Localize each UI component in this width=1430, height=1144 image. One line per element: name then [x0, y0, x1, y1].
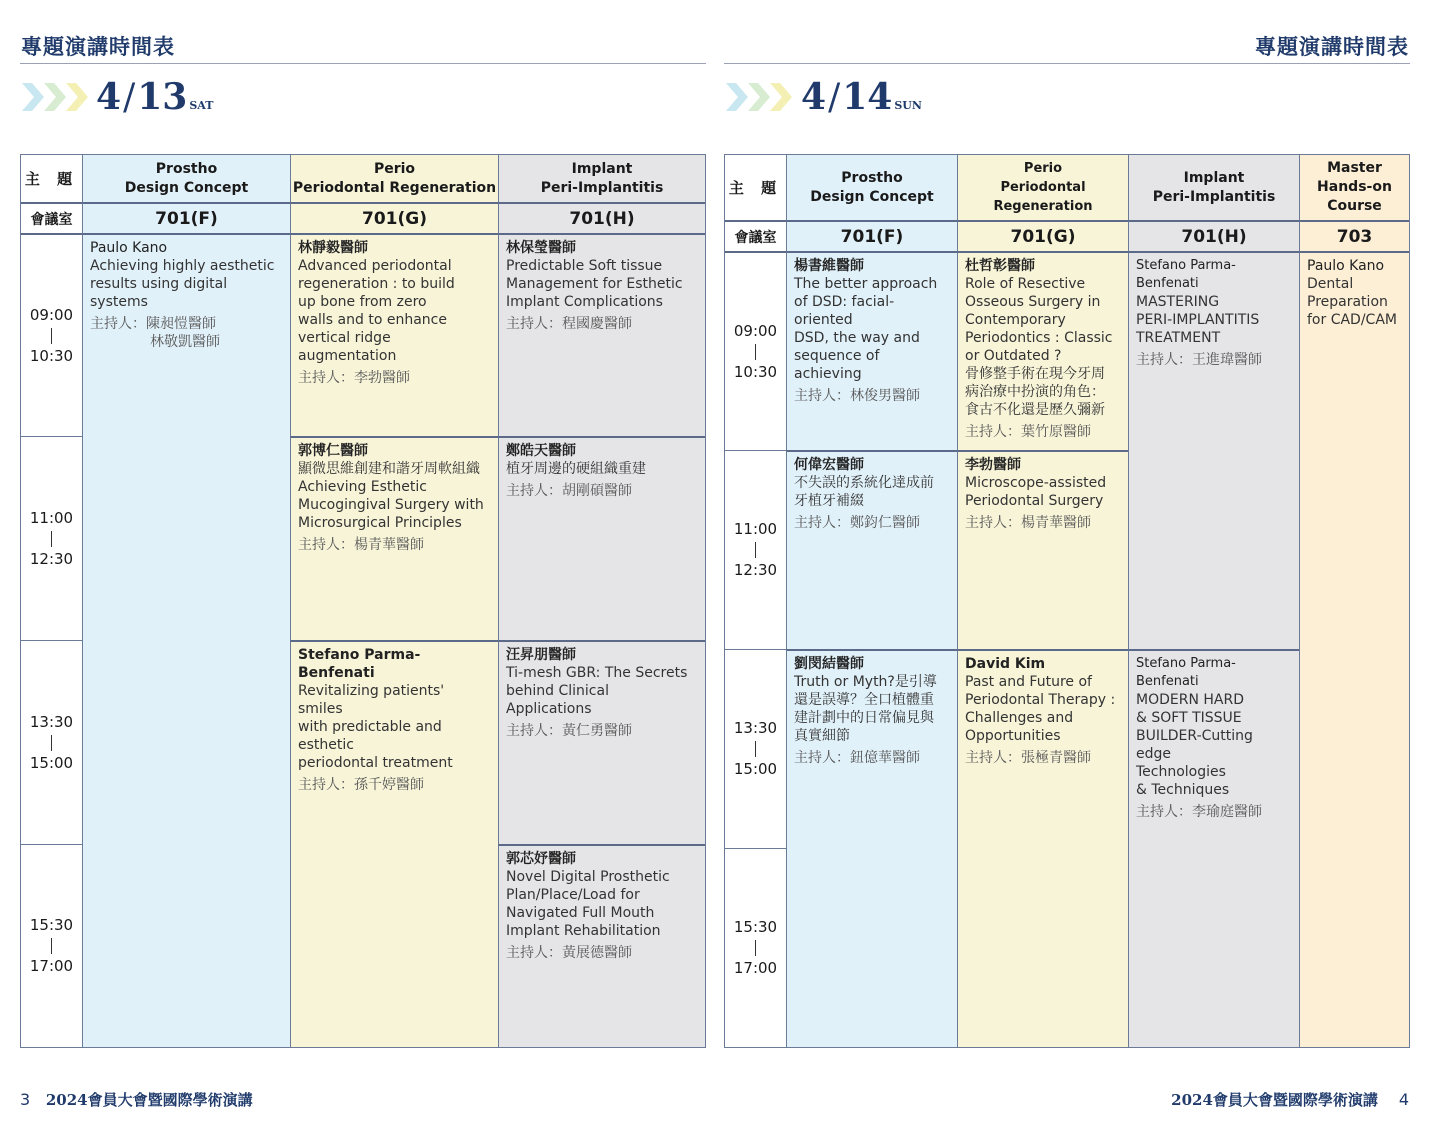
page-number: 4: [1398, 1090, 1409, 1109]
session-master-all: Paulo Kano Dental Preparation for CAD/CAM: [1299, 251, 1409, 1047]
footer-text: 2024會員大會暨國際學術演講: [45, 1091, 253, 1109]
date-right: 4/14 SUN: [801, 76, 922, 118]
session-h1: Stefano Parma-Benfenati MASTERING PERI-IMPLANTITIS TREATMENT 主持人：王進瑋醫師: [1128, 251, 1299, 649]
time-slot-3: 13:30 15:00: [725, 649, 786, 848]
title-rule-left: [20, 63, 706, 64]
room-701f: 701(F): [82, 202, 290, 233]
room-701h: 701(H): [1128, 220, 1299, 251]
session-h4: 郭芯妤醫師 Novel Digital Prosthetic Plan/Place/Load for Navigated Full Mouth Implant Rehabilitation 主持人：黃展德醫師: [498, 844, 705, 1047]
triple-chevron-right-icon: [22, 83, 92, 111]
session-h1: 林保瑩醫師 Predictable Soft tissue Management for Esthetic Implant Complications 主持人：程國慶醫師: [498, 233, 705, 436]
session-g3: Stefano Parma-Benfenati Revitalizing patients' smiles with predictable and esthetic periodontal treatment 主持人：孫千婷醫師: [290, 640, 498, 1047]
time-slot-1: 09:00 10:30: [21, 233, 82, 436]
page-title-right: 專題演講時間表: [1255, 35, 1409, 59]
room-701g: 701(G): [957, 220, 1128, 251]
schedule-table-left: [20, 154, 706, 1048]
session-f3: 劉閔結醫師 Truth or Myth?是引導 還是誤導？全口植體重 建計劃中的日常偏見與 真實細節 主持人：鈕億華醫師: [786, 649, 957, 1047]
session-h2: 鄭皓天醫師 植牙周邊的硬組織重建 主持人：胡剛碩醫師: [498, 436, 705, 640]
time-slot-4: 15:30 17:00: [725, 848, 786, 1047]
footer-text: 2024會員大會暨國際學術演講: [1171, 1091, 1378, 1109]
room-701g: 701(G): [290, 202, 498, 233]
time-slot-2: 11:00 12:30: [21, 436, 82, 640]
session-f-all: Paulo Kano Achieving highly aesthetic results using digital systems 主持人：陳昶愷醫師 林敬凱醫師: [82, 233, 290, 1047]
room-701h: 701(H): [498, 202, 705, 233]
track-header-implant: Implant Peri-Implantitis: [498, 155, 705, 202]
session-g1: 林靜毅醫師 Advanced periodontal regeneration : to build up bone from zero walls and to enhance vertical ridge augmentation 主持人：李勃醫師: [290, 233, 498, 436]
time-slot-2: 11:00 12:30: [725, 450, 786, 649]
room-header: 會議室: [21, 202, 82, 233]
session-g2: 郭博仁醫師 顯微思維創建和諧牙周軟組織 Achieving Esthetic Mucogingival Surgery with Microsurgical Principles 主持人：楊青華醫師: [290, 436, 498, 640]
track-header-implant: Implant Peri-Implantitis: [1128, 155, 1299, 220]
footer-right: [1171, 1089, 1409, 1110]
time-slot-1: 09:00 10:30: [725, 251, 786, 450]
topic-header: 主 題: [21, 155, 82, 202]
room-703: 703: [1299, 220, 1409, 251]
topic-header: 主 題: [725, 155, 786, 220]
session-h2: Stefano Parma-Benfenati MODERN HARD & SOFT TISSUE BUILDER-Cutting edge Technologies & Techniques 主持人：李瑜庭醫師: [1128, 649, 1299, 1047]
track-header-perio: Perio Periodontal Regeneration: [957, 155, 1128, 220]
schedule-table-right: [724, 154, 1410, 1048]
session-h3: 汪昇朋醫師 Ti-mesh GBR: The Secrets behind Clinical Applications 主持人：黃仁勇醫師: [498, 640, 705, 844]
page-title-left: 專題演講時間表: [21, 35, 175, 59]
triple-chevron-right-icon: [726, 83, 796, 111]
track-header-prostho: Prostho Design Concept: [82, 155, 290, 202]
track-header-master: Master Hands-on Course: [1299, 155, 1409, 220]
room-header: 會議室: [725, 220, 786, 251]
session-f2: 何偉宏醫師 不失誤的系統化達成前 牙植牙補綴 主持人：鄭鈞仁醫師: [786, 450, 957, 649]
session-f1: 楊書維醫師 The better approach of DSD: facial-oriented DSD, the way and sequence of achieving 主持人：林俊男醫師: [786, 251, 957, 450]
footer-left: [20, 1089, 253, 1110]
title-rule-right: [724, 63, 1410, 64]
track-header-perio: Perio Periodontal Regeneration: [290, 155, 498, 202]
session-g1: 杜哲彰醫師 Role of Resective Osseous Surgery in Contemporary Periodontics : Classic or Outdated ? 骨修整手術在現今牙周 病治療中扮演的角色： 食古不化還是歷久彌新 主持人：葉竹原醫師: [957, 251, 1128, 450]
page-number: 3: [20, 1090, 31, 1109]
date-left: 4/13 SAT: [96, 76, 214, 118]
room-701f: 701(F): [786, 220, 957, 251]
session-g2: 李勃醫師 Microscope-assisted Periodontal Surgery 主持人：楊青華醫師: [957, 450, 1128, 649]
time-slot-4: 15:30 17:00: [21, 844, 82, 1047]
session-g3: David Kim Past and Future of Periodontal Therapy : Challenges and Opportunities 主持人：張極青醫師: [957, 649, 1128, 1047]
track-header-prostho: Prostho Design Concept: [786, 155, 957, 220]
time-slot-3: 13:30 15:00: [21, 640, 82, 844]
